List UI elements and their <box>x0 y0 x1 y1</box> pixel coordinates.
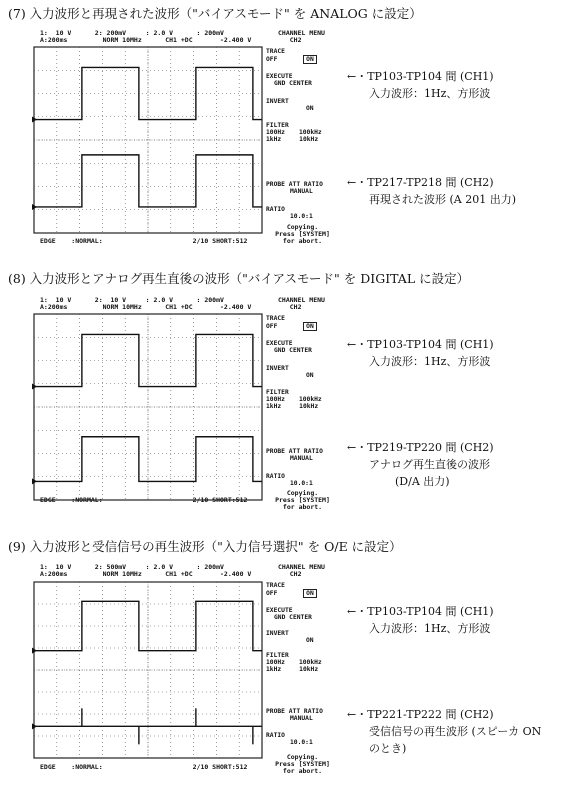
trace-on-tag: ON <box>303 589 317 598</box>
section-title: (7) 入力波形と再現された波形（"バイアスモード" を ANALOG に設定） <box>8 6 422 21</box>
section-9 <box>0 533 567 789</box>
scope-screen <box>32 312 264 502</box>
menu-ratio: RATIO 10.0:1 <box>266 473 313 487</box>
scope-screen <box>32 580 264 760</box>
section-7 <box>0 0 567 258</box>
channel-menu <box>263 582 338 762</box>
copying-note: Copying. Press [SYSTEM] for abort. <box>275 753 330 775</box>
menu-probe: PROBE ATT RATIO MANUAL <box>266 181 323 195</box>
scope-footer: EDGE :NORMAL: 2/10 SHORT:512 <box>40 763 248 771</box>
menu-invert: INVERT ON <box>266 365 314 379</box>
menu-title: CHANNEL MENU CH2 <box>278 296 325 311</box>
menu-filter: FILTER 100Hz 100kHz 1kHz 10kHz <box>266 389 322 410</box>
annotation-ch1: ←・TP103-TP104 間 (CH1) 入力波形：1Hz、方形波 <box>347 605 494 635</box>
scope-header-line2: A:200ms NORM 10MHz CH1 +DC -2.400 V <box>40 36 252 44</box>
scope-header-line2: A:200ms NORM 10MHz CH1 +DC -2.400 V <box>40 570 252 578</box>
section-8 <box>0 265 567 525</box>
copying-note: Copying. Press [SYSTEM] for abort. <box>275 489 330 511</box>
section-title: (8) 入力波形とアナログ再生直後の波形（"バイアスモード" を DIGITAL に設定） <box>8 271 470 286</box>
menu-filter: FILTER 100Hz 100kHz 1kHz 10kHz <box>266 122 322 143</box>
annotation-ch1: ←・TP103-TP104 間 (CH1) 入力波形：1Hz、方形波 <box>347 70 494 100</box>
menu-invert: INVERT ON <box>266 98 314 112</box>
menu-ratio: RATIO 10.0:1 <box>266 732 313 746</box>
trace-on-tag: ON <box>303 55 317 64</box>
channel-menu <box>263 315 338 505</box>
scope-header-line2: A:200ms NORM 10MHz CH1 +DC -2.400 V <box>40 303 252 311</box>
menu-probe: PROBE ATT RATIO MANUAL <box>266 708 323 722</box>
menu-invert: INVERT ON <box>266 630 314 644</box>
section-title: (9) 入力波形と受信信号の再生波形（"入力信号選択" を O/E に設定） <box>8 539 402 554</box>
trace-on-tag: ON <box>303 322 317 331</box>
scope-header-line1: 1: 10 V 2: 10 V : 2.0 V : 200mV <box>40 296 224 304</box>
menu-execute: EXECUTE GND CENTER <box>266 73 312 87</box>
menu-trace: TRACE OFF ON <box>266 315 336 331</box>
menu-filter: FILTER 100Hz 100kHz 1kHz 10kHz <box>266 652 322 673</box>
scope-screen <box>32 45 264 235</box>
scope-header-line1: 1: 10 V 2: 500mV : 2.0 V : 200mV <box>40 563 224 571</box>
scope-footer: EDGE :NORMAL: 2/10 SHORT:512 <box>40 237 248 245</box>
scope-footer: EDGE :NORMAL: 2/10 SHORT:512 <box>40 496 248 504</box>
menu-probe: PROBE ATT RATIO MANUAL <box>266 448 323 462</box>
annotation-ch2: ←・TP217-TP218 間 (CH2) 再現された波形 (A 201 出力) <box>347 176 517 206</box>
scope-header-line1: 1: 10 V 2: 200mV : 2.0 V : 200mV <box>40 29 224 37</box>
menu-trace: TRACE OFF ON <box>266 48 336 64</box>
menu-title: CHANNEL MENU CH2 <box>278 29 325 44</box>
annotation-ch2: ←・TP221-TP222 間 (CH2) 受信信号の再生波形 (スピーカ ON のとき) <box>347 708 542 755</box>
menu-execute: EXECUTE GND CENTER <box>266 340 312 354</box>
annotation-ch1: ←・TP103-TP104 間 (CH1) 入力波形：1Hz、方形波 <box>347 338 494 368</box>
channel-menu <box>263 48 338 238</box>
copying-note: Copying. Press [SYSTEM] for abort. <box>275 223 330 245</box>
menu-title: CHANNEL MENU CH2 <box>278 563 325 578</box>
menu-ratio: RATIO 10.0:1 <box>266 206 313 220</box>
annotation-ch2: ←・TP219-TP220 間 (CH2) アナログ再生直後の波形 (D/A 出力) <box>347 441 494 488</box>
menu-trace: TRACE OFF ON <box>266 582 336 598</box>
menu-execute: EXECUTE GND CENTER <box>266 607 312 621</box>
